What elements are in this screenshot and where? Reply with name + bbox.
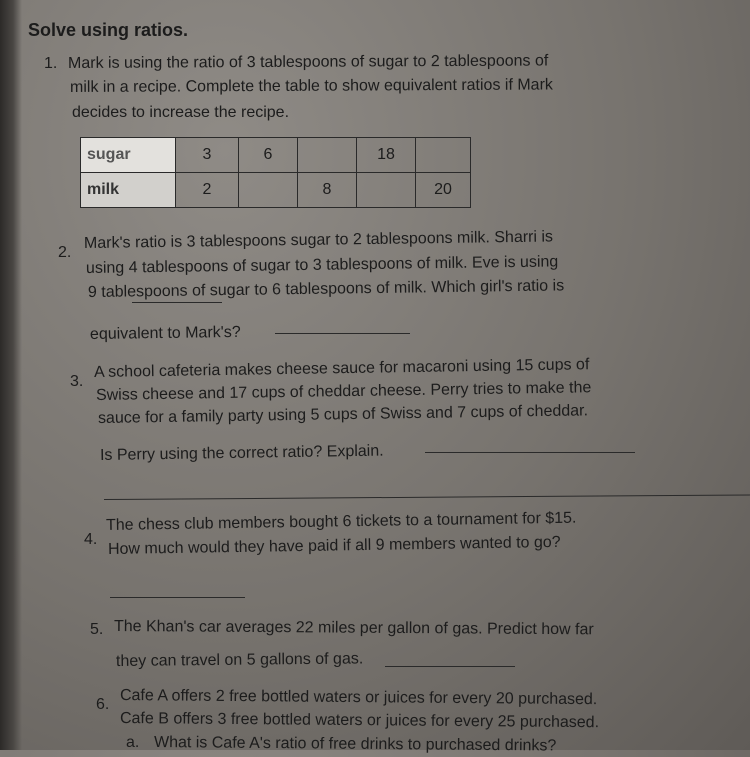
- q6-number: 6.: [96, 696, 110, 713]
- q1-line-3: decides to increase the recipe.: [72, 104, 290, 121]
- q2-line-3: 9 tablespoons of sugar to 6 tablespoons of milk. Which girl's ratio is: [87, 277, 565, 301]
- q2-line-1: Mark's ratio is 3 tablespoons sugar to 2 tablespoons milk. Sharri is: [83, 228, 554, 252]
- table-cell[interactable]: [239, 173, 298, 208]
- q6a-label: a.: [126, 734, 140, 751]
- q3-number: 3.: [70, 373, 84, 390]
- q5-answer-line[interactable]: [385, 666, 515, 667]
- q1-line-1: Mark is using the ratio of 3 tablespoons of sugar to 2 tablespoons of: [67, 52, 549, 72]
- worksheet-heading: Solve using ratios.: [28, 20, 189, 40]
- q4-line-2: How much would they have paid if all 9 members wanted to go?: [107, 533, 561, 558]
- q3-line-3: sauce for a family party using 5 cups of Swiss and 7 cups of cheddar.: [97, 402, 589, 427]
- table-cell[interactable]: [416, 138, 471, 173]
- q2-number: 2.: [58, 244, 72, 261]
- row-label-sugar: sugar: [81, 138, 176, 173]
- q4-answer-line[interactable]: [110, 597, 245, 598]
- table-cell[interactable]: 18: [357, 138, 416, 173]
- table-cell[interactable]: 3: [176, 138, 239, 173]
- q6a-text: What is Cafe A's ratio of free drinks to purchased drinks?: [153, 734, 557, 755]
- table-cell[interactable]: 2: [176, 173, 239, 208]
- q3-explain-line[interactable]: [104, 494, 750, 500]
- q3-line-2: Swiss cheese and 17 cups of cheddar cheese. Perry tries to make the: [95, 379, 592, 404]
- q3-line-4: Is Perry using the correct ratio? Explain.: [99, 442, 384, 464]
- q2-line-4: equivalent to Mark's?: [89, 323, 241, 343]
- q5-number: 5.: [90, 621, 104, 638]
- q5-line-2: they can travel on 5 gallons of gas.: [115, 650, 364, 670]
- q2-line-2: using 4 tablespoons of sugar to 3 tablespoons of milk. Eve is using: [85, 253, 559, 277]
- row-label-milk: milk: [81, 173, 176, 208]
- table-cell[interactable]: 20: [416, 173, 471, 208]
- q4-line-1: The chess club members bought 6 tickets to a tournament for $15.: [105, 509, 577, 534]
- q3-line-1: A school cafeteria makes cheese sauce for macaroni using 15 cups of: [93, 356, 590, 381]
- q1-number: 1.: [44, 55, 58, 72]
- table-cell[interactable]: [357, 173, 416, 208]
- q2-answer-line[interactable]: [275, 333, 410, 334]
- q5-line-1: The Khan's car averages 22 miles per gallon of gas. Predict how far: [113, 618, 594, 639]
- table-row-milk: [81, 173, 471, 208]
- q6-line-1: Cafe A offers 2 free bottled waters or juices for every 20 purchased.: [119, 687, 598, 709]
- table-cell[interactable]: 8: [298, 173, 357, 208]
- table-cell[interactable]: [298, 138, 357, 173]
- q1-line-2: milk in a recipe. Complete the table to show equivalent ratios if Mark: [69, 76, 553, 96]
- table-cell[interactable]: 6: [239, 138, 298, 173]
- q2-underline-annotation: [132, 302, 222, 303]
- q3-answer-line[interactable]: [425, 452, 635, 453]
- q4-number: 4.: [84, 531, 98, 548]
- table-row-sugar: [81, 138, 471, 173]
- q6-line-2: Cafe B offers 3 free bottled waters or juices for every 25 purchased.: [119, 710, 600, 732]
- ratio-table: [80, 137, 471, 208]
